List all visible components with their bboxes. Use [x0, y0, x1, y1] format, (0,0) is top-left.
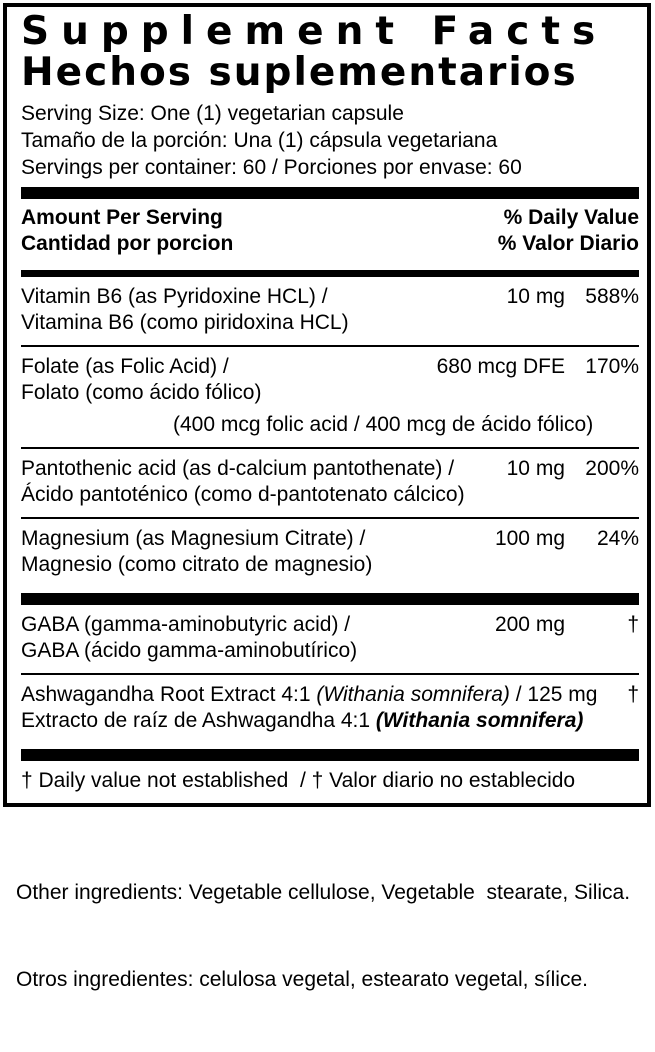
daily-value-footnote: † Daily value not established / † Valor diario no establecido [21, 769, 576, 792]
daily-value-es: % Valor Diario [497, 232, 639, 255]
nutrient-name-es: Folato (como ácido fólico) [21, 381, 262, 404]
amount-per-serving-label [21, 205, 233, 257]
nutrient-name-en: Folate (as Folic Acid) / [21, 355, 229, 378]
ashwagandha-name-es: Extracto de raíz de Ashwagandha 4:1 [21, 709, 376, 732]
supplement-label-page [0, 3, 655, 991]
supplement-facts-panel [3, 3, 651, 807]
botanical-name-es: (Withania somnifera) [375, 709, 584, 732]
nutrient-amount: 10 mg [506, 285, 565, 308]
nutrient-name-es: GABA (ácido gamma-aminobutírico) [21, 639, 358, 662]
nutrient-daily-value: † [627, 683, 639, 706]
nutrient-name-es: Ácido pantoténico (como d-pantotenato cálcico) [21, 483, 465, 506]
divider-thick-bottom [21, 749, 639, 761]
folate-sub-note: (400 mcg folic acid / 400 mcg de ácido fólico) [173, 413, 594, 436]
nutrient-daily-value: 588% [585, 285, 639, 308]
servings-per-container: Servings per container: 60 / Porciones por envase: 60 [21, 156, 522, 179]
nutrient-row-gaba [21, 605, 639, 673]
amount-per-serving-en: Amount Per Serving [21, 206, 223, 229]
panel-title-es: Hechos suplementarios [21, 50, 578, 95]
nutrient-name-es [21, 708, 584, 734]
nutrient-row-folate [21, 347, 639, 447]
nutrient-amount: 680 mcg DFE [436, 355, 565, 378]
nutrient-name-en: GABA (gamma-aminobutyric acid) / [21, 613, 351, 636]
nutrient-row-ashwagandha [21, 675, 639, 743]
ashwagandha-amount-inline: / 125 mg [509, 683, 598, 706]
nutrient-name-es: Magnesio (como citrato de magnesio) [21, 553, 373, 576]
other-ingredients-es: Otros ingredientes: celulosa vegetal, estearato vegetal, sílice. [16, 968, 588, 991]
nutrient-name-en: Vitamin B6 (as Pyridoxine HCL) / [21, 285, 328, 308]
other-ingredients-en: Other ingredients: Vegetable cellulose, Vegetable stearate, Silica. [16, 881, 631, 904]
nutrient-amount: 10 mg [506, 457, 565, 480]
nutrient-name-en: Pantothenic acid (as d-calcium pantothenate) / [21, 457, 455, 480]
other-ingredients [16, 820, 647, 1052]
nutrient-row-pantothenic-acid [21, 449, 639, 517]
serving-size-en: Serving Size: One (1) vegetarian capsule [21, 102, 404, 125]
nutrient-daily-value: 24% [596, 527, 639, 550]
serving-size-es: Tamaño de la porción: Una (1) cápsula vegetariana [21, 129, 498, 152]
column-header [21, 199, 639, 265]
panel-title-en: Supplement Facts [21, 9, 608, 54]
daily-value-en: % Daily Value [503, 206, 639, 229]
nutrient-name-en [21, 682, 598, 708]
serving-info [21, 100, 639, 181]
nutrient-daily-value: 170% [585, 355, 639, 378]
botanical-name-en: (Withania somnifera) [316, 683, 510, 706]
nutrient-amount: 200 mg [494, 613, 565, 636]
nutrient-row-magnesium [21, 519, 639, 587]
nutrient-row-vitamin-b6 [21, 277, 639, 345]
nutrient-daily-value: 200% [585, 457, 639, 480]
nutrient-name-en: Magnesium (as Magnesium Citrate) / [21, 527, 366, 550]
nutrient-daily-value: † [627, 613, 639, 636]
divider-medium-header [21, 270, 639, 277]
amount-per-serving-es: Cantidad por porcion [21, 232, 234, 255]
nutrient-name-es: Vitamina B6 (como piridoxina HCL) [21, 311, 349, 334]
divider-thick-gaba [21, 593, 639, 605]
nutrient-amount: 100 mg [494, 527, 565, 550]
divider-thick-top [21, 187, 639, 199]
daily-value-label [498, 205, 639, 257]
ashwagandha-name-en: Ashwagandha Root Extract 4:1 [21, 683, 317, 706]
